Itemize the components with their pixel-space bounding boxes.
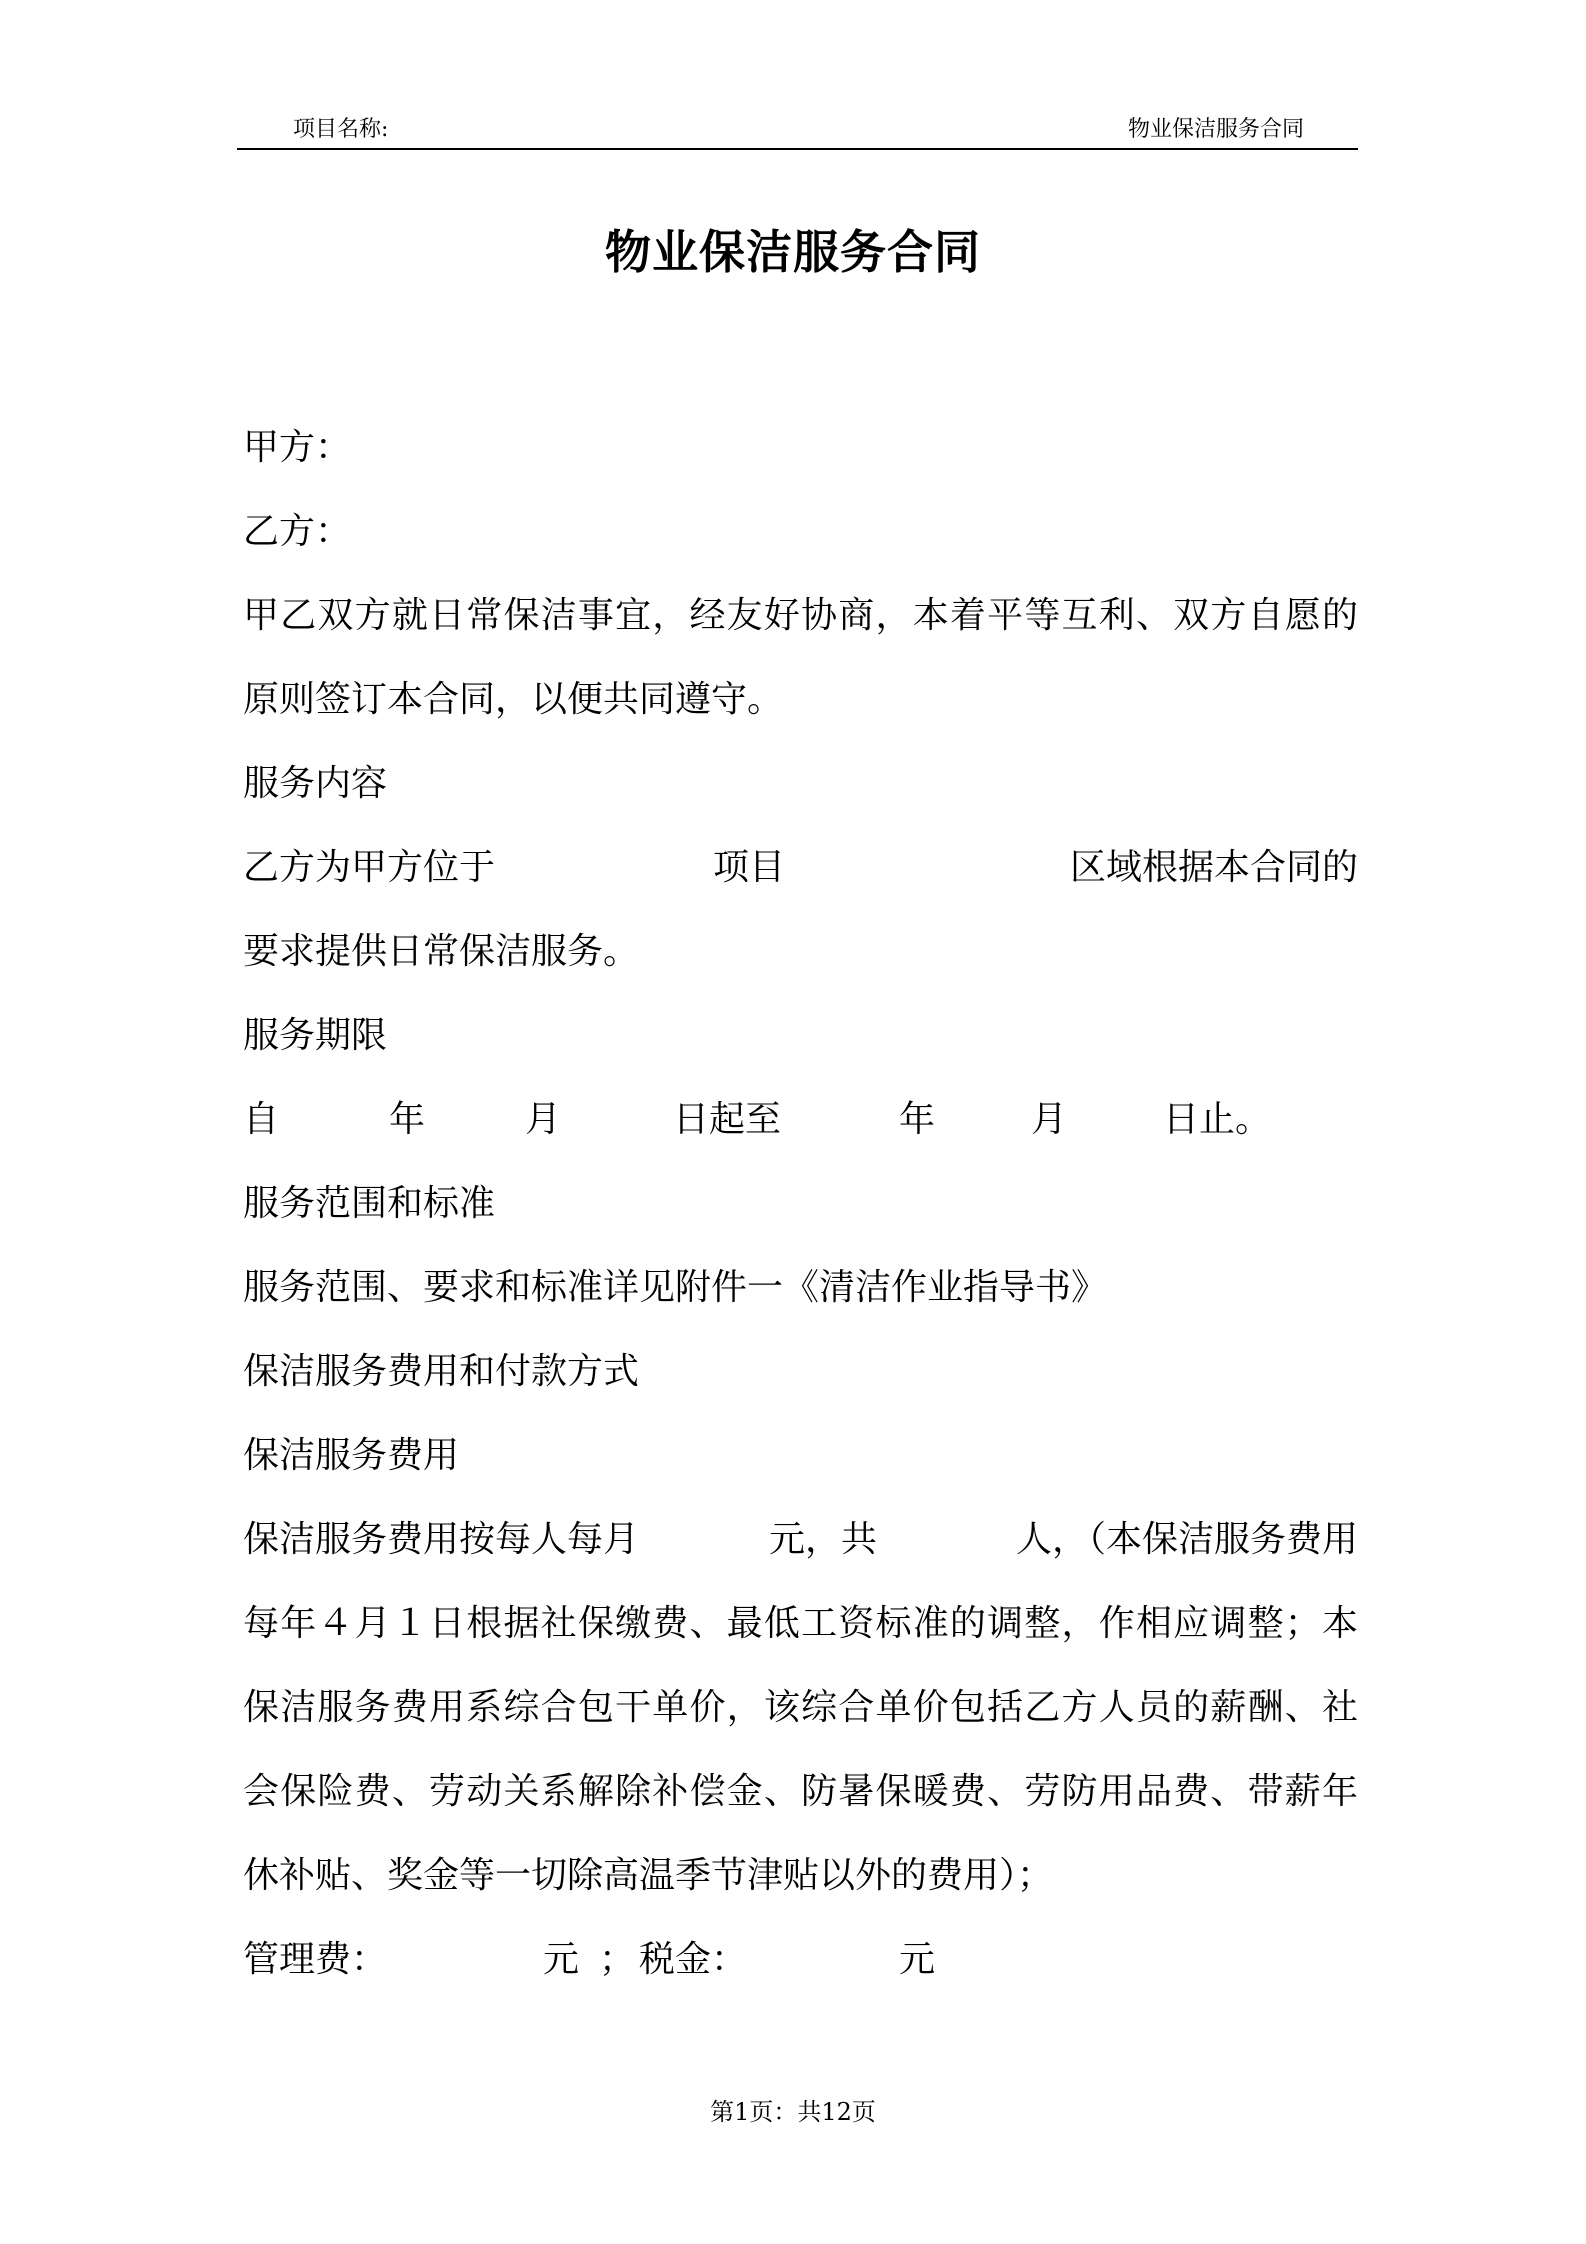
fee-heading: 保洁服务费用 [243, 1435, 460, 1476]
scope-heading: 服务范围和标准 [243, 1183, 496, 1224]
service-period-line [243, 1078, 1358, 1162]
period-month2: 月 [1031, 1099, 1068, 1140]
fee-line1 [243, 1498, 1358, 1582]
page-header [237, 102, 1358, 150]
period-day2: 日止。 [1163, 1099, 1272, 1140]
period-year1: 年 [389, 1099, 426, 1140]
tax-unit: 元 [899, 1939, 936, 1980]
intro-paragraph: 甲乙双方就日常保洁事宜，经友好协商，本着平等互利、双方自愿的原则签订本合同，以便共同遵守。 [243, 595, 1358, 720]
mgmt-tax-line [243, 1918, 1358, 2002]
fee-line1-b: 元，共 [769, 1519, 878, 1560]
document-body [243, 406, 1358, 2002]
fee-payment-heading: 保洁服务费用和付款方式 [243, 1351, 640, 1392]
service-period-heading: 服务期限 [243, 1015, 388, 1056]
fee-line1-a: 保洁服务费用按每人每月 [243, 1519, 640, 1560]
period-year2: 年 [899, 1099, 936, 1140]
fee-line1-c: 人，（本保洁服务费用 [1015, 1519, 1358, 1560]
period-day1: 日起至 [673, 1099, 782, 1140]
period-month1: 月 [525, 1099, 562, 1140]
mgmt-separator: ； [599, 1939, 636, 1980]
service-content-part1: 乙方为甲方位于 [243, 847, 496, 888]
service-content-line [243, 826, 1358, 910]
project-name-label: 项目名称: [293, 117, 389, 142]
service-content-part2: 项目 [713, 847, 786, 888]
party-a: 甲方： [243, 427, 352, 468]
mgmt-fee-label: 管理费： [243, 1939, 388, 1980]
page-footer: 第1页：共12页 [710, 2098, 876, 2126]
service-content-part3: 区域根据本合同的 [1069, 847, 1358, 888]
header-doc-name: 物业保洁服务合同 [1127, 117, 1304, 142]
mgmt-fee-unit: 元 [543, 1939, 580, 1980]
party-b: 乙方： [243, 511, 352, 552]
service-content-heading: 服务内容 [243, 763, 388, 804]
period-from: 自 [243, 1099, 280, 1140]
tax-label: 税金： [639, 1939, 748, 1980]
fee-paragraph: 每年４月１日根据社保缴费、最低工资标准的调整，作相应调整；本保洁服务费用系综合包干单价，该综合单价包括乙方人员的薪酬、社会保险费、劳动关系解除补偿金、防暑保暖费、劳防用品费、带薪年休补贴、奖金等一切除高温季节津贴以外的费用）； [243, 1603, 1358, 1896]
scope-text: 服务范围、要求和标准详见附件一《清洁作业指导书》 [243, 1267, 1108, 1308]
document-title: 物业保洁服务合同 [605, 225, 981, 279]
service-content-part4: 要求提供日常保洁服务。 [243, 931, 640, 972]
